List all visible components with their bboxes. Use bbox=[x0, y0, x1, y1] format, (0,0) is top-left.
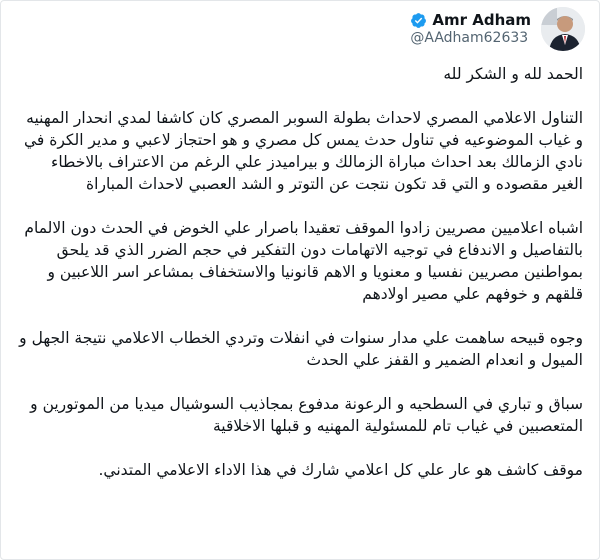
author-handle[interactable]: @AAdham62633 bbox=[410, 29, 529, 46]
tweet-paragraph-1: الحمد لله و الشكر لله bbox=[443, 65, 583, 83]
tweet-paragraph-4: وجوه قبيحه ساهمت علي مدار سنوات في انفلات وتردي الخطاب الاعلامي نتيجة الجهل و الميول و انعدام الضمير و القفز علي الحدث bbox=[19, 329, 583, 369]
tweet-text bbox=[19, 63, 583, 503]
tweet-paragraph-6: موقف كاشف هو عار علي كل اعلامي شارك في هذا الاداء الاعلامي المتدني. bbox=[98, 461, 583, 479]
author-display-name[interactable]: Amr Adham bbox=[432, 10, 531, 29]
tweet-header bbox=[410, 7, 585, 51]
tweet-paragraph-3: اشباه اعلاميين مصريين زادوا الموقف تعقيدا باصرار علي الخوض في الحدث دون الالمام بالتفاصيل و الاندفاع في توجيه الاتهامات دون التفكير في حجم الضرر الذي قد يلحق بمواطنين مصريين نفسيا و معنويا و الاهم قانونيا والاستخفاف بمشاعر اسر اللاعبين و قلقهم و خوفهم علي مصير اولادهم bbox=[24, 219, 583, 303]
profile-avatar[interactable] bbox=[541, 7, 585, 51]
verified-badge-icon bbox=[410, 12, 427, 29]
author-names bbox=[410, 11, 531, 47]
tweet-paragraph-2: التناول الاعلامي المصري لاحداث بطولة السوبر المصري كان كاشفا لمدي انحدار المهنيه و غياب الموضوعيه في تناول حدث يمس كل مصري و هو احتجاز لاعبي و مدير الكرة في نادي الزمالك بعد احداث مباراة الزمالك و بيراميدز علي الرغم من الاعتراف بالاخطاء الغير مقصوده و التي قد تكون نتجت عن التوتر و الشد العصبي لاحداث المباراة bbox=[23, 109, 583, 193]
avatar-image bbox=[541, 7, 585, 51]
tweet-paragraph-5: سباق و تباري في السطحيه و الرعونة مدفوع بمجاذيب السوشيال ميديا من الموتورين و المتعصبين في غياب تام للمسئولية المهنيه و قبلها الاخلاقية bbox=[30, 395, 583, 435]
